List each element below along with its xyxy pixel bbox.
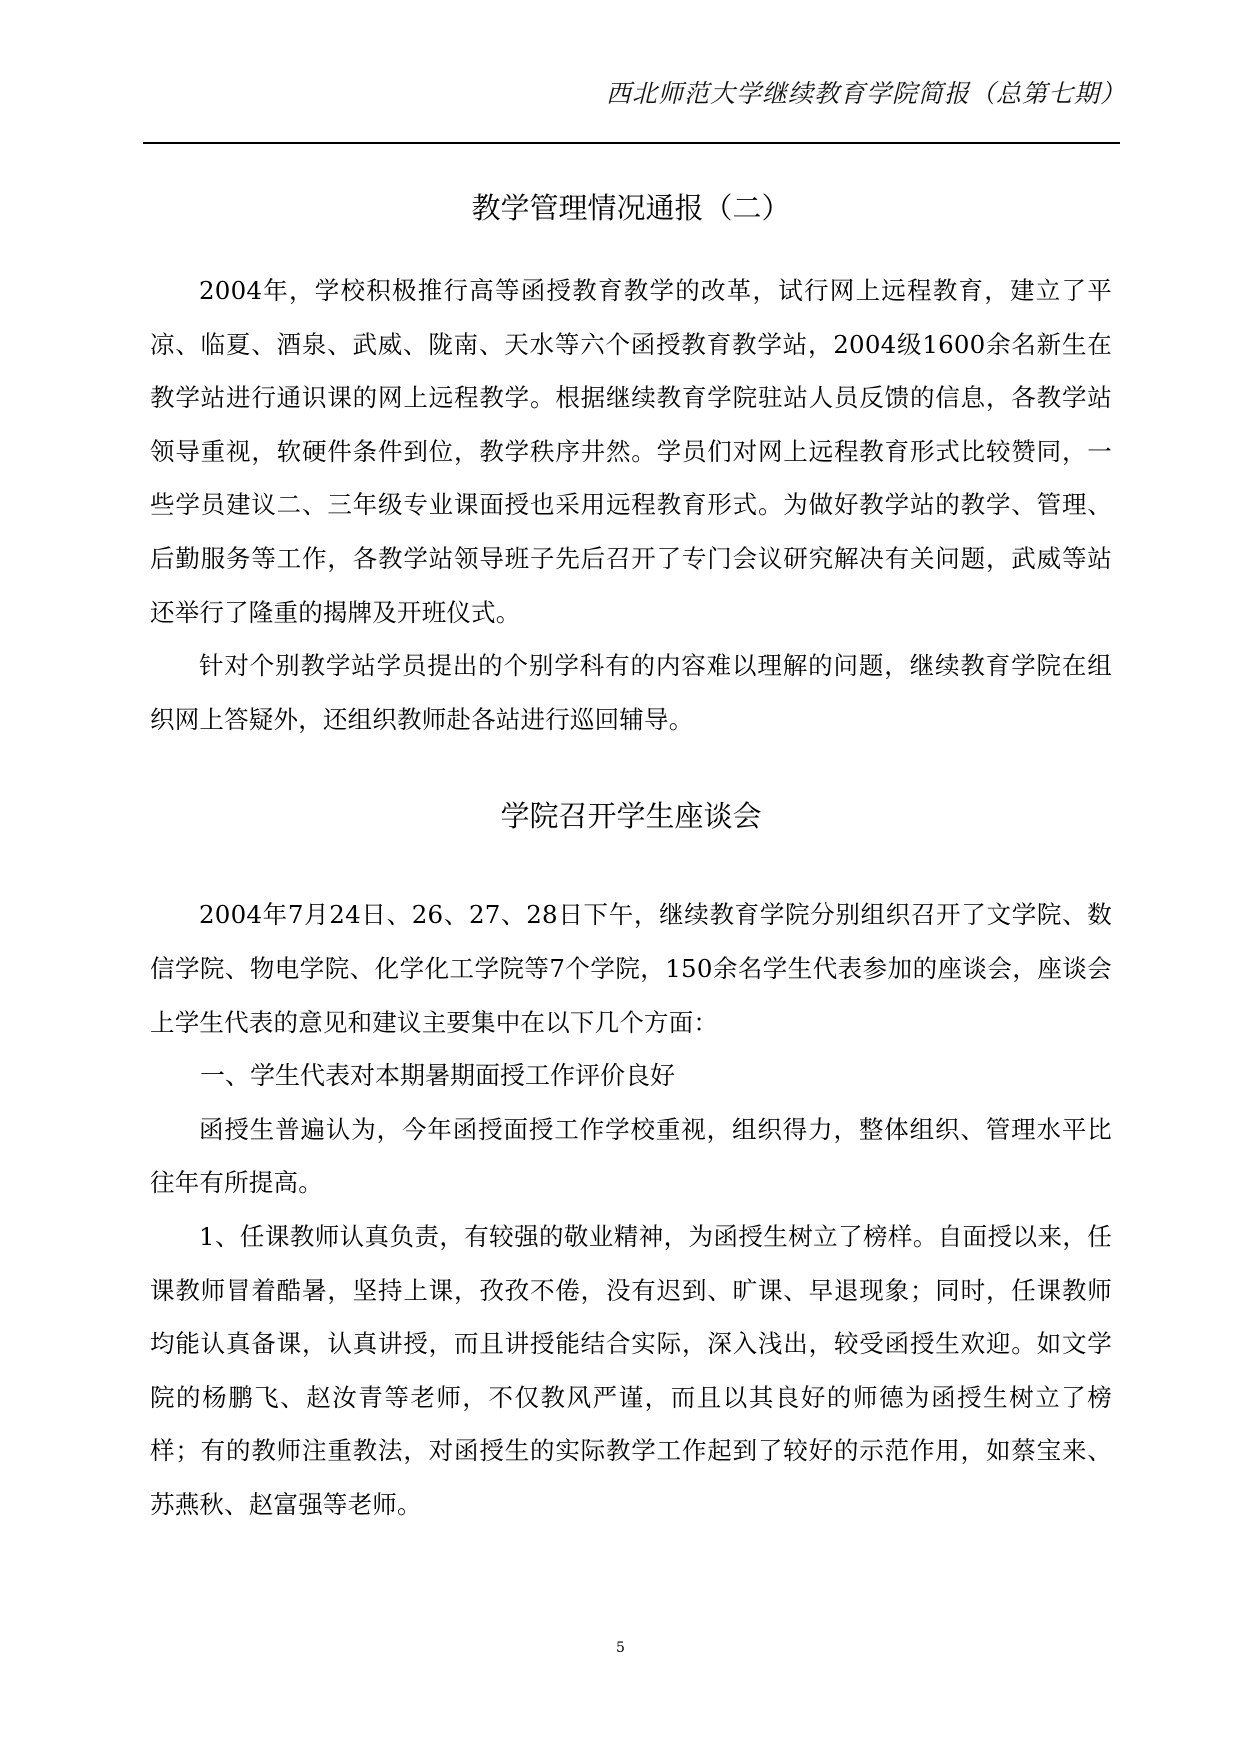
student-forum-paragraph-2: 函授生普遍认为，今年函授面授工作学校重视，组织得力，整体组织、管理水平比往年有所提高。 bbox=[150, 1114, 1112, 1198]
teaching-report-paragraph-2: 针对个别教学站学员提出的个别学科有的内容难以理解的问题，继续教育学院在组织网上答疑外，还组织教师赴各站进行巡回辅导。 bbox=[150, 651, 1112, 734]
page-number: 5 bbox=[616, 1640, 625, 1656]
teaching-report-paragraph-1: 2004年，学校积极推行高等函授教育教学的改革，试行网上远程教育，建立了平凉、临夏、酒泉、武威、陇南、天水等六个函授教育教学站，2004级1600余名新生在教学站进行通识课的网上远程教学。根据继续教育学院驻站人员反馈的信息，各教学站领导重视，软硬件条件到位，教学秩序井然。学员们对网上远程教育形式比较赞同，一些学员建议二、三年级专业课面授也采用远程教育形式。为做好教学站的教学、管理、后勤服务等工作，各教学站领导班子先后召开了专门会议研究解决有关问题，武威等站还举行了隆重的揭牌及开班仪式。 bbox=[150, 276, 1112, 627]
page-content bbox=[150, 180, 1112, 1531]
section-title-teaching-report: 教学管理情况通报（二） bbox=[471, 191, 791, 225]
student-forum-subheading: 一、学生代表对本期暑期面授工作评价良好 bbox=[200, 1061, 676, 1091]
header-divider bbox=[143, 142, 1120, 144]
student-forum-intro: 2004年7月24日、26、27、28日下午，继续教育学院分别组织召开了文学院、数信学院、物电学院、化学化工学院等7个学院，150余名学生代表参加的座谈会，座谈会上学生代表的意见和建议主要集中在以下几个方面： bbox=[150, 900, 1112, 1037]
student-forum-paragraph-3: 1、任课教师认真负责，有较强的敬业精神，为函授生树立了榜样。自面授以来，任课教师冒着酷暑，坚持上课，孜孜不倦，没有迟到、旷课、早退现象；同时，任课教师均能认真备课，认真讲授，而且讲授能结合实际，深入浅出，较受函授生欢迎。如文学院的杨鹏飞、赵汝青等老师，不仅教风严谨，而且以其良好的师德为函授生树立了榜样；有的教师注重教法，对函授生的实际教学工作起到了较好的示范作用，如蔡宝来、苏燕秋、赵富强等老师。 bbox=[150, 1221, 1112, 1519]
section-title-student-forum: 学院召开学生座谈会 bbox=[500, 799, 762, 834]
newsletter-header-title: 西北师范大学继续教育学院简报（总第七期） bbox=[605, 79, 1126, 108]
